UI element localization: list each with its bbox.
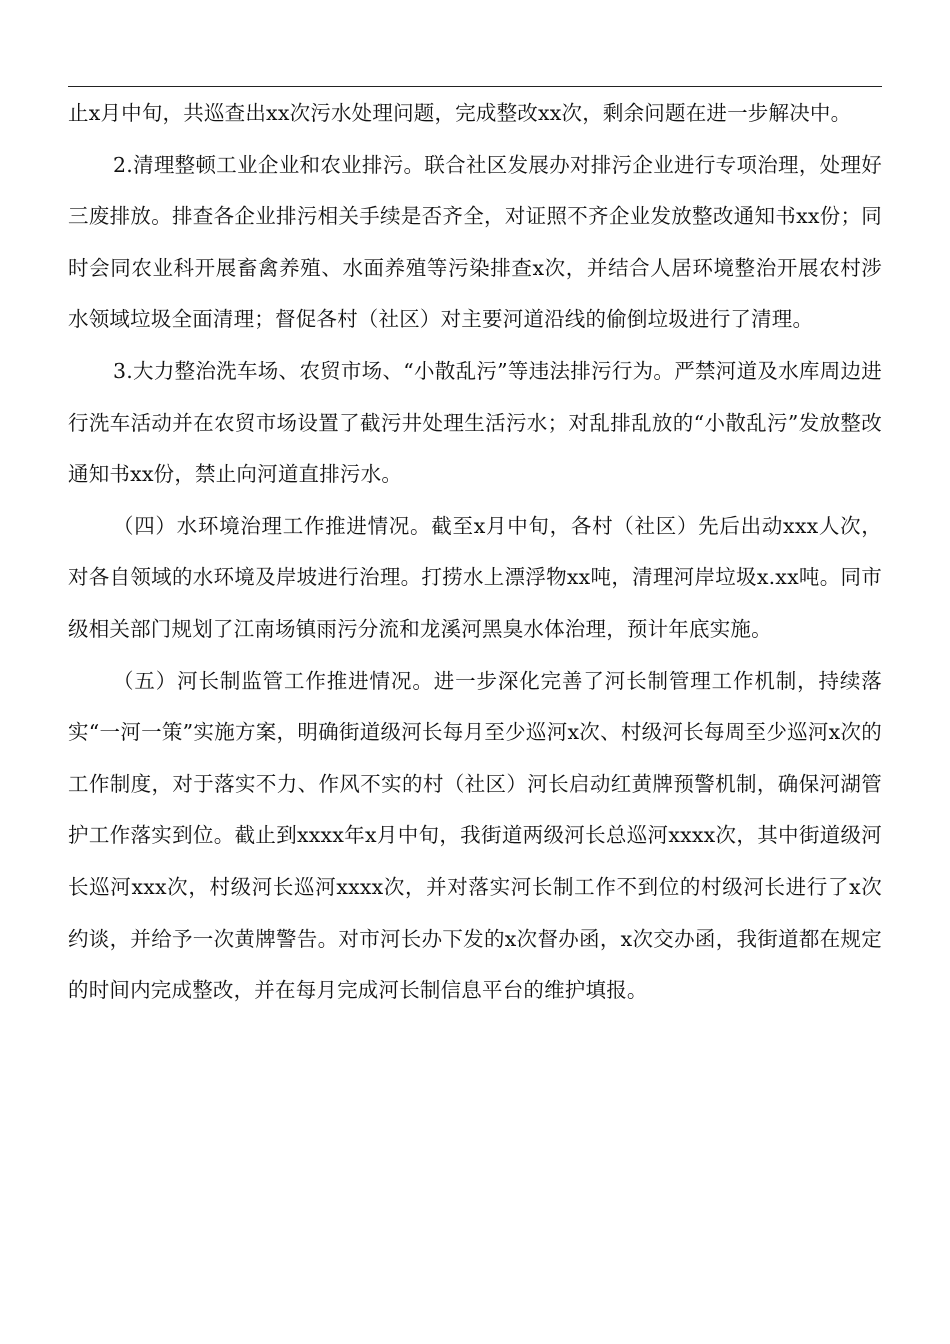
header-rule	[68, 86, 882, 87]
paragraph-section-5: （五）河长制监管工作推进情况。进一步深化完善了河长制管理工作机制，持续落实“一河一策”实施方案，明确街道级河长每月至少巡河x次、村级河长每周至少巡河x次的工作制度，对于落实不力、作风不实的村（社区）河长启动红黄牌预警机制，确保河湖管护工作落实到位。截止到xxxx年x月中旬，我街道两级河长总巡河xxxx次，其中街道级河长巡河xxx次，村级河长巡河xxxx次，并对落实河长制工作不到位的村级河长进行了x次约谈，并给予一次黄牌警告。对市河长办下发的x次督办函，x次交办函，我街道都在规定的时间内完成整改，并在每月完成河长制信息平台的维护填报。	[68, 668, 882, 1003]
document-body	[68, 88, 882, 1017]
paragraph-section-4: （四）水环境治理工作推进情况。截至x月中旬，各村（社区）先后出动xxx人次，对各自领域的水环境及岸坡进行治理。打捞水上漂浮物xx吨，清理河岸垃圾x.xx吨。同市级相关部门规划了江南场镇雨污分流和龙溪河黑臭水体治理，预计年底实施。	[68, 513, 882, 641]
paragraph-continued: 止x月中旬，共巡查出xx次污水处理问题，完成整改xx次，剩余问题在进一步解决中。	[68, 101, 852, 125]
paragraph-item-3: 3.大力整治洗车场、农贸市场、“小散乱污”等违法排污行为。严禁河道及水库周边进行洗车活动并在农贸市场设置了截污井处理生活污水；对乱排乱放的“小散乱污”发放整改通知书xx份，禁止向河道直排污水。	[68, 358, 882, 487]
paragraph-item-2: 2.清理整顿工业企业和农业排污。联合社区发展办对排污企业进行专项治理，处理好三废排放。排查各企业排污相关手续是否齐全，对证照不齐企业发放整改通知书xx份；同时会同农业科开展畜禽养殖、水面养殖等污染排查x次，并结合人居环境整治开展农村涉水领域垃圾全面清理；督促各村（社区）对主要河道沿线的偷倒垃圾进行了清理。	[68, 152, 882, 332]
